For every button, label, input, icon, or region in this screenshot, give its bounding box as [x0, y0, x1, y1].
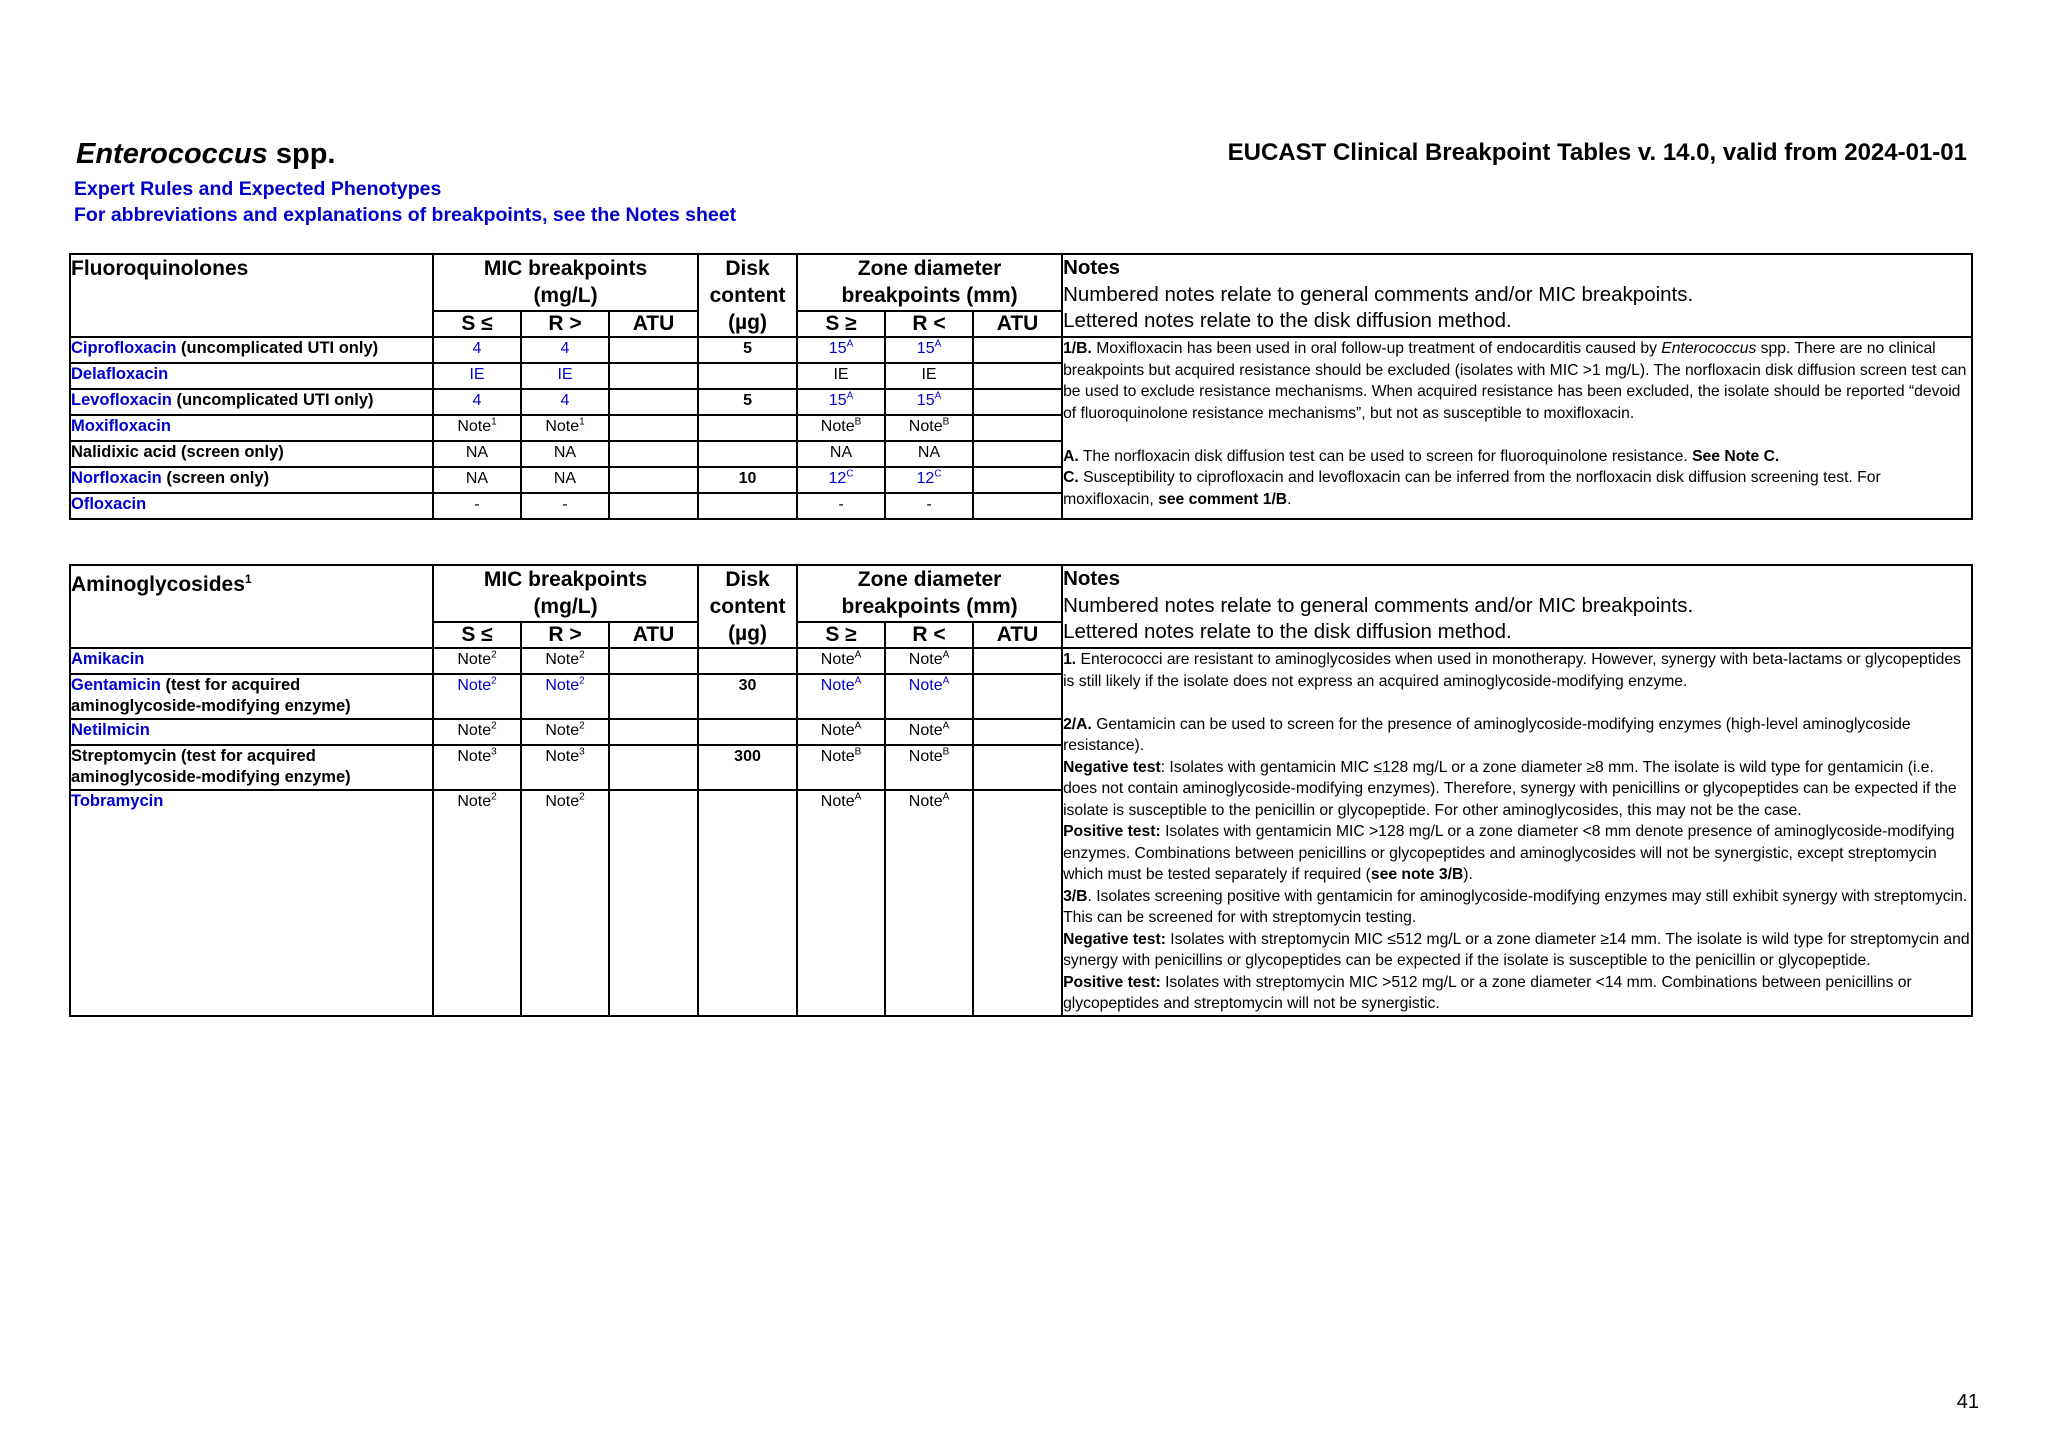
- agent-name: Netilmicin: [70, 719, 433, 745]
- mic-r-value: NA: [521, 467, 609, 493]
- zone-s-value: $12^C$: [797, 467, 885, 493]
- notes-header: Notes Numbered notes relate to general comments and/or MIC breakpoints. Lettered notes relate to the disk diffusion method.: [1062, 565, 1972, 648]
- aminoglycosides-table: [69, 564, 1973, 1017]
- mic-s-header: S ≤: [433, 311, 521, 337]
- mic-r-value: Note$^2$: [521, 719, 609, 745]
- note-positive-gentamicin: Positive test: Isolates with gentamicin MIC >128 mg/L or a zone diameter <8 mm denote presence of aminoglycoside-modifying enzymes. Combinations between penicillins or glycopeptides and aminoglycosides will not be synergistic, except streptomycin which must be tested separately if required (see note 3/B).: [1063, 823, 1955, 883]
- agent-name: Levofloxacin (uncomplicated UTI only): [70, 389, 433, 415]
- zone-atu-value: [973, 467, 1062, 493]
- mic-r-value: Note$^2$: [521, 674, 609, 719]
- mic-r-value: Note$^3$: [521, 745, 609, 790]
- zone-diameter-header: Zone diameter breakpoints (mm): [797, 565, 1062, 622]
- subtitle-expert-rules: Expert Rules and Expected Phenotypes: [74, 178, 442, 200]
- mic-breakpoints-header: MIC breakpoints (mg/L): [433, 254, 698, 311]
- mic-breakpoints-header: MIC breakpoints (mg/L): [433, 565, 698, 622]
- zone-r-value: Note$^A$: [885, 648, 973, 674]
- mic-atu-value: [609, 363, 698, 389]
- agent-name: Ofloxacin: [70, 493, 433, 519]
- mic-s-header: S ≤: [433, 622, 521, 648]
- disk-content-value: 5: [698, 337, 797, 363]
- mic-r-value: 4: [521, 337, 609, 363]
- notes-cell: [1062, 337, 1972, 519]
- zone-atu-value: [973, 719, 1062, 745]
- table-row: [70, 337, 1972, 363]
- mic-s-value: Note$^2$: [433, 719, 521, 745]
- zone-atu-header: ATU: [973, 622, 1062, 648]
- zone-s-value: $15^A$: [797, 337, 885, 363]
- disk-content-value: 30: [698, 674, 797, 719]
- mic-r-header: R >: [521, 311, 609, 337]
- mic-atu-value: [609, 745, 698, 790]
- mic-atu-value: [609, 493, 698, 519]
- zone-s-value: Note$^A$: [797, 674, 885, 719]
- note-3b: 3/B. Isolates screening positive with gentamicin for aminoglycoside-modifying enzymes may still exhibit synergy with streptomycin. This can be screened for with streptomycin testing.: [1063, 887, 1968, 926]
- disk-content-value: [698, 648, 797, 674]
- zone-s-value: -: [797, 493, 885, 519]
- page-number: 41: [1956, 1391, 1979, 1413]
- zone-r-value: NA: [885, 441, 973, 467]
- zone-s-value: Note$^A$: [797, 719, 885, 745]
- disk-content-value: [698, 719, 797, 745]
- organism-genus: Enterococcus: [76, 138, 268, 170]
- mic-atu-value: [609, 415, 698, 441]
- mic-atu-value: [609, 337, 698, 363]
- mic-atu-value: [609, 790, 698, 1016]
- zone-r-value: IE: [885, 363, 973, 389]
- mic-r-value: Note$^2$: [521, 648, 609, 674]
- zone-s-value: Note$^A$: [797, 790, 885, 1016]
- agent-name: Nalidixic acid (screen only): [70, 441, 433, 467]
- agent-name: Moxifloxacin: [70, 415, 433, 441]
- note-negative-gentamicin: Negative test: Isolates with gentamicin MIC ≤128 mg/L or a zone diameter ≥8 mm. The isolate is wild type for gentamicin (i.e. does not contain aminoglycoside-modifying enzymes). Therefore, synergy with penicillins or glycopeptides can be expected if the isolate is susceptible to the penicillin or glycopeptide. For other aminoglycosides, this may not be the case.: [1063, 758, 1957, 819]
- mic-s-value: Note$^1$: [433, 415, 521, 441]
- mic-r-value: Note$^2$: [521, 790, 609, 1016]
- zone-atu-value: [973, 790, 1062, 1016]
- disk-content-value: [698, 363, 797, 389]
- zone-r-value: Note$^B$: [885, 415, 973, 441]
- zone-atu-value: [973, 389, 1062, 415]
- mic-atu-value: [609, 441, 698, 467]
- agent-name: Gentamicin (test for acquired aminoglycoside-modifying enzyme): [70, 674, 433, 719]
- mic-atu-value: [609, 674, 698, 719]
- zone-r-value: -: [885, 493, 973, 519]
- zone-s-value: IE: [797, 363, 885, 389]
- zone-atu-value: [973, 648, 1062, 674]
- mic-atu-header: ATU: [609, 311, 698, 337]
- zone-s-value: Note$^B$: [797, 745, 885, 790]
- disk-content-value: 300: [698, 745, 797, 790]
- zone-r-value: $15^A$: [885, 389, 973, 415]
- note-negative-streptomycin: Negative test: Isolates with streptomycin MIC ≤512 mg/L or a zone diameter ≥14 mm. The isolate is wild type for streptomycin and synergy with penicillins or glycopeptides can be expected if the isolate is susceptible to the penicillin or glycopeptide.: [1063, 930, 1970, 969]
- organism-title: [76, 138, 335, 171]
- mic-r-value: Note$^1$: [521, 415, 609, 441]
- zone-atu-value: [973, 441, 1062, 467]
- disk-content-value: 10: [698, 467, 797, 493]
- zone-atu-value: [973, 363, 1062, 389]
- mic-s-value: 4: [433, 337, 521, 363]
- zone-s-value: NA: [797, 441, 885, 467]
- fluoroquinolones-table: [69, 253, 1973, 520]
- mic-s-value: 4: [433, 389, 521, 415]
- disk-content-value: 5: [698, 389, 797, 415]
- disk-content-value: [698, 441, 797, 467]
- zone-r-value: Note$^A$: [885, 790, 973, 1016]
- zone-r-header: R <: [885, 311, 973, 337]
- zone-r-header: R <: [885, 622, 973, 648]
- note-1b: 1/B. Moxifloxacin has been used in oral follow-up treatment of endocarditis caused by Enterococcus spp. There are no clinical breakpoints but acquired resistance should be excluded (isolates with MIC >1 mg/L). The norfloxacin disk diffusion screen test can be used to exclude resistance mechanisms. When acquired resistance has been excluded, the isolate should be reported “devoid of fluoroquinolone resistance mechanisms”, but not as susceptible to moxifloxacin.: [1063, 340, 1967, 422]
- note-positive-streptomycin: Positive test: Isolates with streptomycin MIC >512 mg/L or a zone diameter <14 mm. Combinations between penicillins or glycopeptides and streptomycin will not be synergistic.: [1063, 973, 1912, 1012]
- zone-r-value: $15^A$: [885, 337, 973, 363]
- table-row: [70, 648, 1972, 674]
- zone-r-value: Note$^B$: [885, 745, 973, 790]
- mic-r-value: 4: [521, 389, 609, 415]
- zone-atu-value: [973, 415, 1062, 441]
- mic-atu-value: [609, 389, 698, 415]
- agent-name: Norfloxacin (screen only): [70, 467, 433, 493]
- agent-name: Streptomycin (test for acquired aminoglycoside-modifying enzyme): [70, 745, 433, 790]
- agent-name: Tobramycin: [70, 790, 433, 1016]
- subtitle-abbreviations: For abbreviations and explanations of breakpoints, see the Notes sheet: [74, 204, 737, 226]
- mic-s-value: IE: [433, 363, 521, 389]
- zone-s-value: $15^A$: [797, 389, 885, 415]
- class-title: Fluoroquinolones: [70, 254, 433, 337]
- organism-suffix: spp.: [267, 138, 336, 170]
- mic-atu-value: [609, 719, 698, 745]
- zone-atu-header: ATU: [973, 311, 1062, 337]
- mic-atu-value: [609, 648, 698, 674]
- mic-atu-header: ATU: [609, 622, 698, 648]
- note-c: C. Susceptibility to ciprofloxacin and levofloxacin can be inferred from the norfloxacin disk diffusion screening test. For moxifloxacin, see comment 1/B.: [1063, 469, 1881, 508]
- mic-s-value: NA: [433, 441, 521, 467]
- zone-atu-value: [973, 745, 1062, 790]
- mic-s-value: -: [433, 493, 521, 519]
- class-title: Aminoglycosides$^1$: [70, 565, 433, 648]
- zone-r-value: Note$^A$: [885, 719, 973, 745]
- mic-r-header: R >: [521, 622, 609, 648]
- zone-s-value: Note$^B$: [797, 415, 885, 441]
- mic-s-value: Note$^2$: [433, 790, 521, 1016]
- disk-content-value: [698, 493, 797, 519]
- disk-content-value: [698, 415, 797, 441]
- disk-content-value: [698, 790, 797, 1016]
- zone-atu-value: [973, 493, 1062, 519]
- agent-name: Amikacin: [70, 648, 433, 674]
- mic-s-value: Note$^2$: [433, 674, 521, 719]
- mic-s-value: Note$^2$: [433, 648, 521, 674]
- mic-r-value: -: [521, 493, 609, 519]
- disk-content-header: Disk content (µg): [698, 254, 797, 337]
- zone-s-header: S ≥: [797, 311, 885, 337]
- note-a: A. The norfloxacin disk diffusion test can be used to screen for fluoroquinolone resistance. See Note C.: [1063, 447, 1780, 465]
- document-title: EUCAST Clinical Breakpoint Tables v. 14.0, valid from 2024-01-01: [1227, 139, 1967, 166]
- mic-r-value: NA: [521, 441, 609, 467]
- mic-s-value: NA: [433, 467, 521, 493]
- zone-r-value: Note$^A$: [885, 674, 973, 719]
- zone-atu-value: [973, 337, 1062, 363]
- zone-s-header: S ≥: [797, 622, 885, 648]
- notes-header: Notes Numbered notes relate to general comments and/or MIC breakpoints. Lettered notes relate to the disk diffusion method.: [1062, 254, 1972, 337]
- agent-name: Ciprofloxacin (uncomplicated UTI only): [70, 337, 433, 363]
- note-1: 1. Enterococci are resistant to aminoglycosides when used in monotherapy. However, synergy with beta-lactams or glycopeptides is still likely if the isolate does not express an acquired aminoglycoside-modifying enzyme.: [1063, 651, 1961, 690]
- disk-content-header: Disk content (µg): [698, 565, 797, 648]
- note-2a: 2/A. Gentamicin can be used to screen for the presence of aminoglycoside-modifying enzymes (high-level aminoglycoside resistance).: [1063, 715, 1911, 754]
- mic-atu-value: [609, 467, 698, 493]
- mic-r-value: IE: [521, 363, 609, 389]
- zone-diameter-header: Zone diameter breakpoints (mm): [797, 254, 1062, 311]
- zone-atu-value: [973, 674, 1062, 719]
- notes-cell: [1062, 648, 1972, 1016]
- agent-name: Delafloxacin: [70, 363, 433, 389]
- mic-s-value: Note$^3$: [433, 745, 521, 790]
- zone-s-value: Note$^A$: [797, 648, 885, 674]
- zone-r-value: $12^C$: [885, 467, 973, 493]
